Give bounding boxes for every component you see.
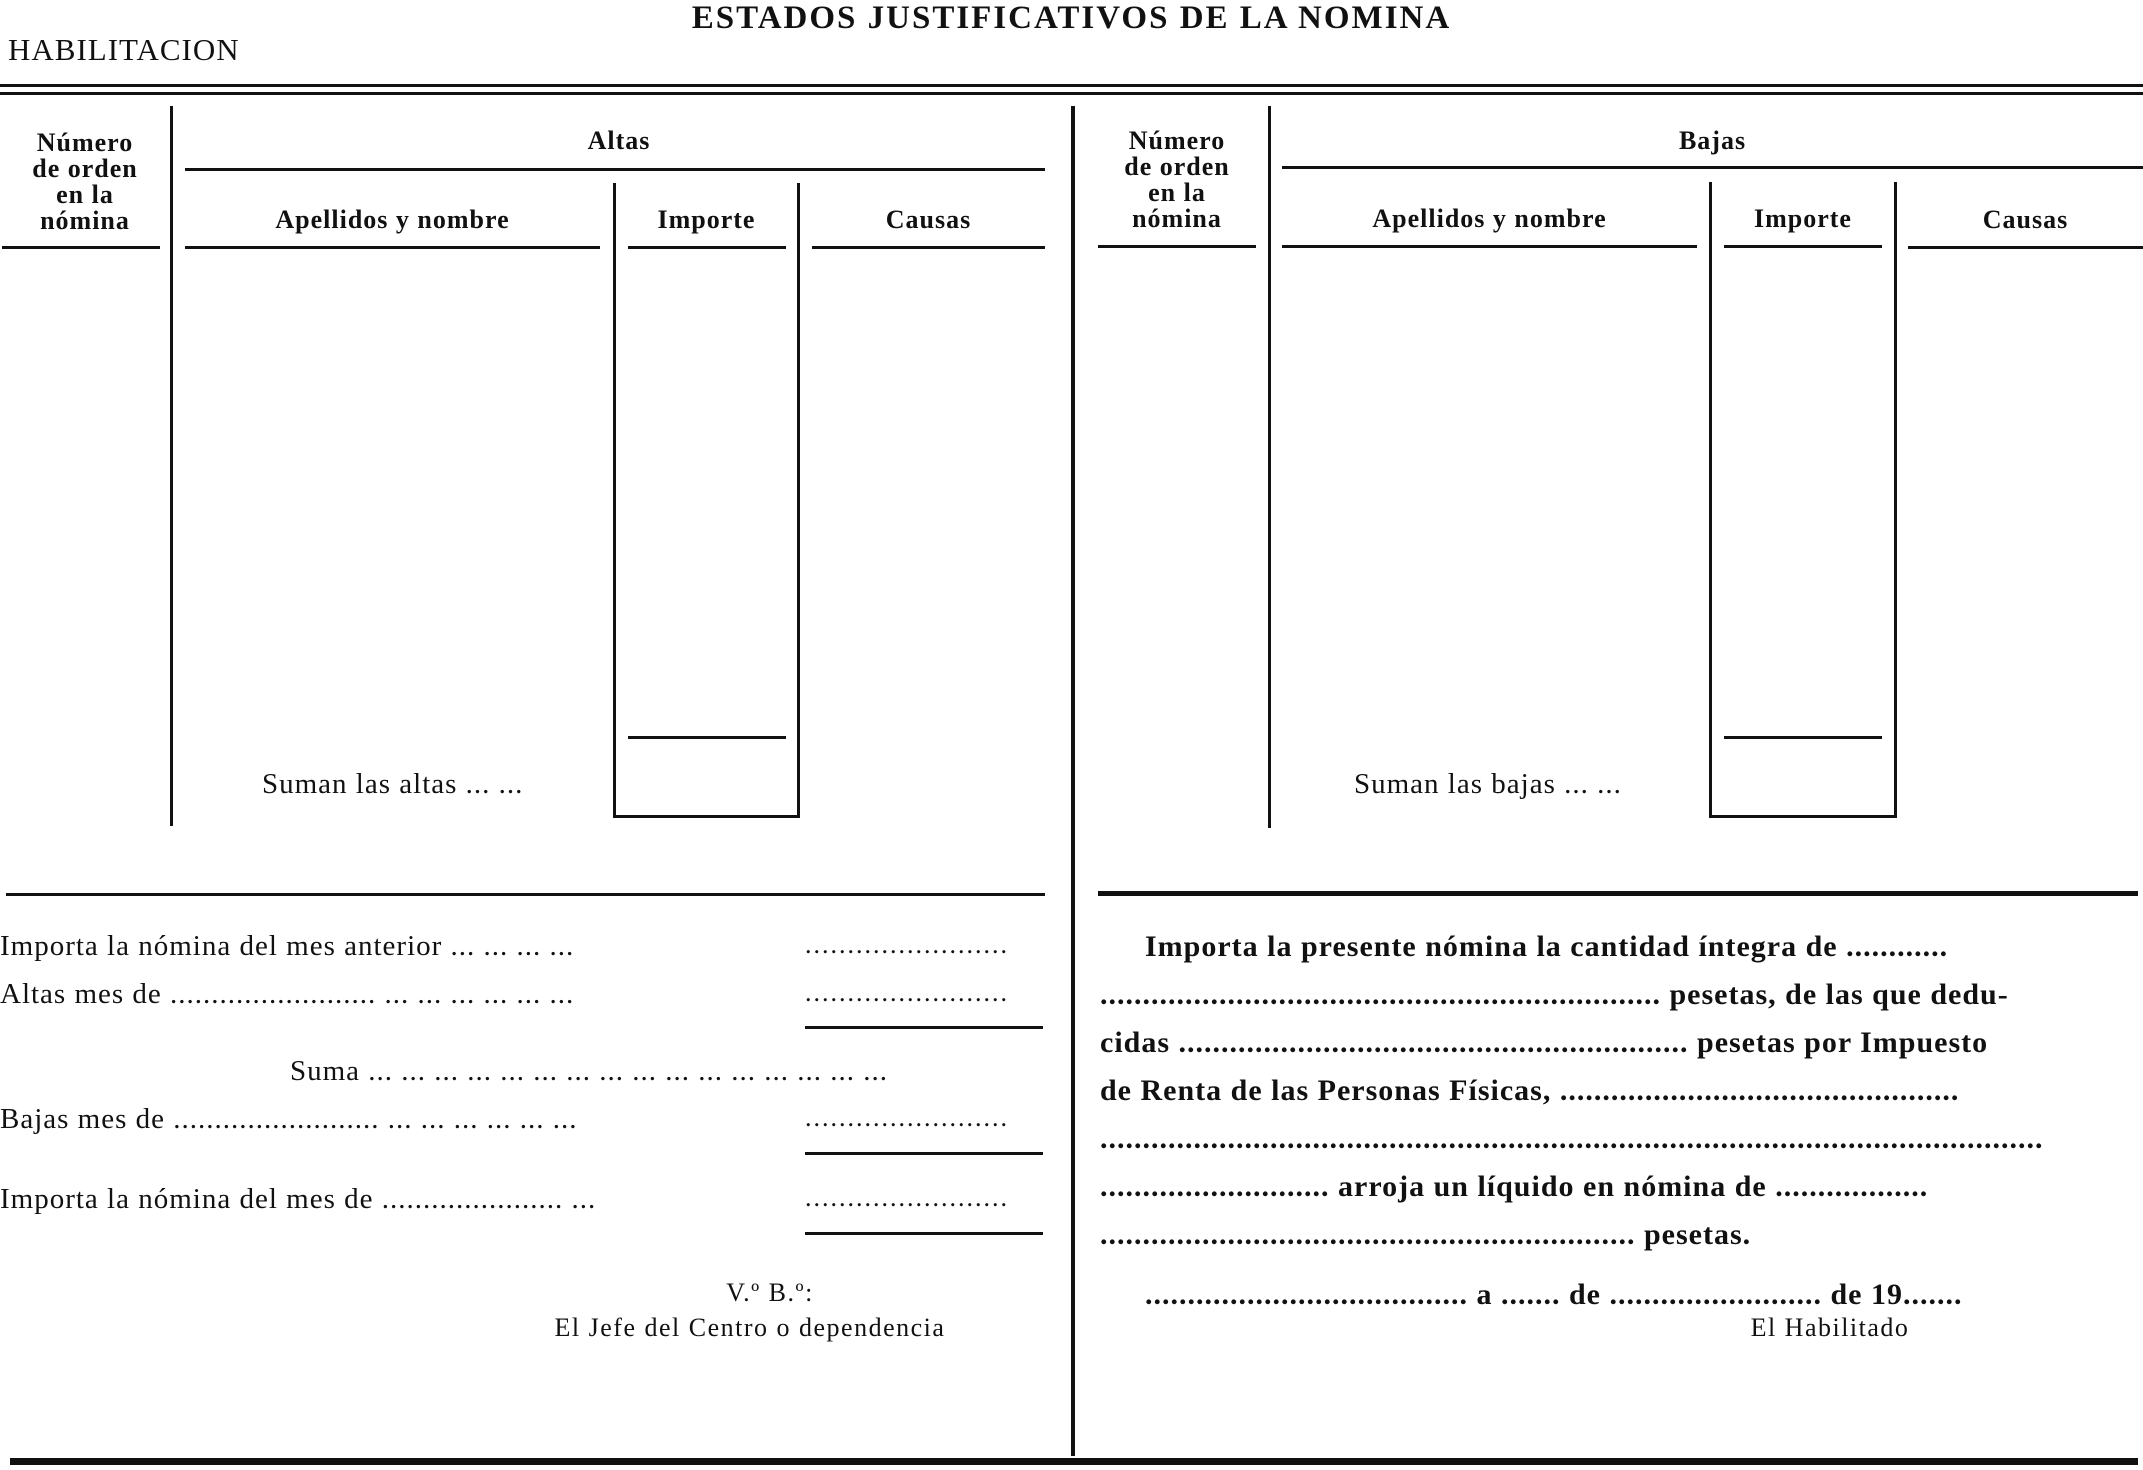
left-col-importe-header: Importe [657, 205, 756, 234]
summary-fill-4: ........................ [805, 1183, 1009, 1212]
summary-line-suma: Suma ... ... ... ... ... ... ... ... ... ... ... ... ... ... ... ... [290, 1055, 889, 1087]
left-col-causas-header: Causas [885, 205, 972, 234]
top-rule-2 [0, 92, 2143, 95]
top-rule [0, 84, 2143, 87]
declaration-line-4: de Renta de las Personas Físicas, ............................................... [1100, 1074, 1960, 1107]
right-section-rule [1098, 891, 2138, 896]
declaration-line-2: .................................................................. pesetas, de las que dedu- [1100, 978, 2009, 1011]
left-vline-1 [170, 106, 173, 826]
vobo-label: V.º B.º: [726, 1278, 814, 1307]
declaration-line-8: ...................................... a ....... de ......................... de 19....... [1145, 1278, 1963, 1311]
section-label: HABILITACION [8, 32, 240, 67]
page-title: ESTADOS JUSTIFICATIVOS DE LA NOMINA [691, 0, 1452, 36]
left-group-header: Altas [587, 126, 651, 155]
summary-line-anterior: Importa la nómina del mes anterior ... ... ... ... [0, 930, 575, 962]
center-divider [1071, 106, 1075, 1456]
bottom-rule [10, 1458, 2138, 1465]
left-col-name-header: Apellidos y nombre [275, 205, 510, 234]
right-col-name-header: Apellidos y nombre [1372, 204, 1607, 233]
summary-line-bajas: Bajas mes de ......................... ... ... ... ... ... ... [0, 1103, 578, 1135]
left-sum-label: Suman las altas ... ... [262, 768, 524, 800]
right-col-importe-header: Importe [1754, 204, 1852, 233]
summary-fill-1: ........................ [805, 930, 1009, 959]
left-col-num-header: Número de orden en la nómina [32, 128, 138, 235]
jefe-label: El Jefe del Centro o dependencia [554, 1313, 946, 1342]
summary-line-altas: Altas mes de ......................... ... ... ... ... ... ... [0, 978, 575, 1010]
declaration-line-3: cidas ............................................................ pesetas por Impuesto [1100, 1026, 1989, 1059]
right-group-header: Bajas [1678, 126, 1747, 155]
left-section-rule [6, 893, 1045, 896]
summary-fill-2: ........................ [805, 978, 1009, 1007]
right-col-causas-header: Causas [1982, 205, 2069, 234]
right-sum-label: Suman las bajas ... ... [1354, 768, 1622, 800]
summary-line-mes: Importa la nómina del mes de ...................... ... [0, 1183, 597, 1215]
declaration-line-1: Importa la presente nómina la cantidad íntegra de ............ [1145, 930, 1949, 963]
right-vline-1 [1268, 106, 1271, 828]
declaration-line-7: ............................................................... pesetas. [1100, 1218, 1752, 1251]
habilitado-label: El Habilitado [1750, 1313, 1910, 1342]
declaration-line-6: ........................... arroja un líquido en nómina de .................. [1100, 1170, 1929, 1203]
summary-fill-3: ........................ [805, 1103, 1009, 1132]
declaration-line-5: ............................................................................................................... [1100, 1122, 2044, 1155]
right-col-num-header: Número de orden en la nómina [1124, 126, 1230, 233]
